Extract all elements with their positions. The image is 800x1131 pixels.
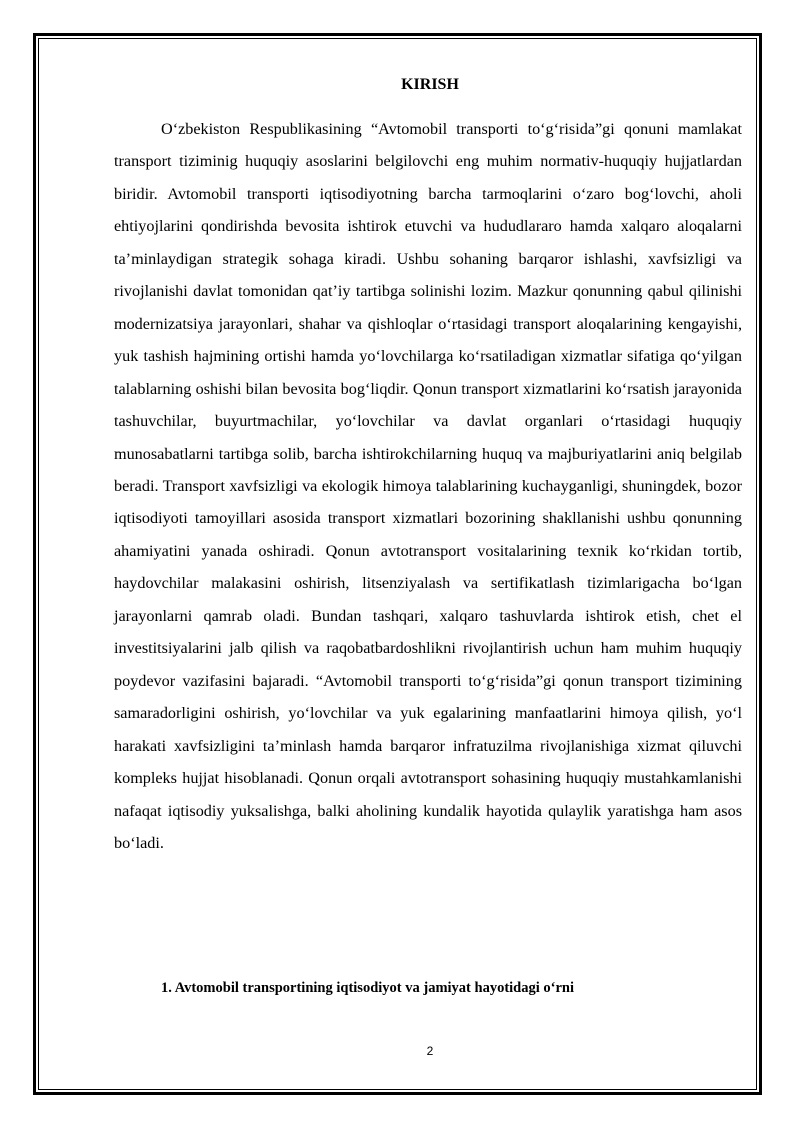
intro-paragraph: O‘zbekiston Respublikasining “Avtomobil transporti to‘g‘risida”gi qonuni mamlakat transport tiziminig huquqiy asoslarini belgilovchi eng muhim normativ-huquqiy hujjatlardan biridir. Avtomobil transporti iqtisodiyotning barcha tarmoqlarini o‘zaro bog‘lovchi, aholi ehtiyojlarini qondirishda bevosita ishtirok etuvchi va hududlararo hamda xalqaro aloqalarni ta’minlaydigan strategik sohaga kiradi. Ushbu sohaning barqaror ishlashi, xavfsizligi va rivojlanishi davlat tomonidan qat’iy tartibga solinishi lozim. Mazkur qonunning qabul qilinishi modernizatsiya jarayonlari, shahar va qishloqlar o‘rtasidagi transport aloqalarining kengayishi, yuk tashish hajmining ortishi hamda yo‘lovchilarga ko‘rsatiladigan xizmatlar sifatiga qo‘yilgan talablarning oshishi bilan bevosita bog‘liqdir. Qonun transport xizmatlarini ko‘rsatish jarayonida tashuvchilar, buyurtmachilar, yo‘lovchilar va davlat organlari o‘rtasidagi huquqiy munosabatlarni tartibga solib, barcha ishtirokchilarning huquq va majburiyatlarini aniq belgilab beradi. Transport xavfsizligi va ekologik himoya talablarining kuchayganligi, shuningdek, bozor iqtisodiyoti tamoyillari asosida transport xizmatlari bozorining shakllanishi ushbu qonunning ahamiyatini yanada oshiradi. Qonun avtotransport vositalarining texnik ko‘rkidan tortib, haydovchilar malakasini oshirish, litsenziyalash va sertifikatlash tizimlarigacha bo‘lgan jarayonlarni qamrab oladi. Bundan tashqari, xalqaro tashuvlarda ishtirok etish, chet el investitsiyalarini jalb qilish va raqobatbardoshlikni rivojlantirish uchun ham muhim huquqiy poydevor vazifasini bajaradi. “Avtomobil transporti to‘g‘risida”gi qonun transport tizimining samaradorligini oshirish, yo‘lovchilar va yuk egalarining manfaatlarini himoya qilish, yo‘l harakati xavfsizligini ta’minlash hamda barqaror infratuzilma rivojlanishiga xizmat qiluvchi kompleks hujjat hisoblanadi. Qonun orqali avtotransport sohasining huquqiy mustahkamlanishi nafaqat iqtisodiy yuksalishga, balki aholining kundalik hayotida qulaylik yaratishga ham asos bo‘ladi. [114,120,742,852]
chapter-subheading: 1. Avtomobil transportining iqtisodiyot va jamiyat hayotidagi o‘rni [161,980,575,996]
section-heading: KIRISH [401,76,459,93]
page-number: 2 [426,1044,434,1058]
